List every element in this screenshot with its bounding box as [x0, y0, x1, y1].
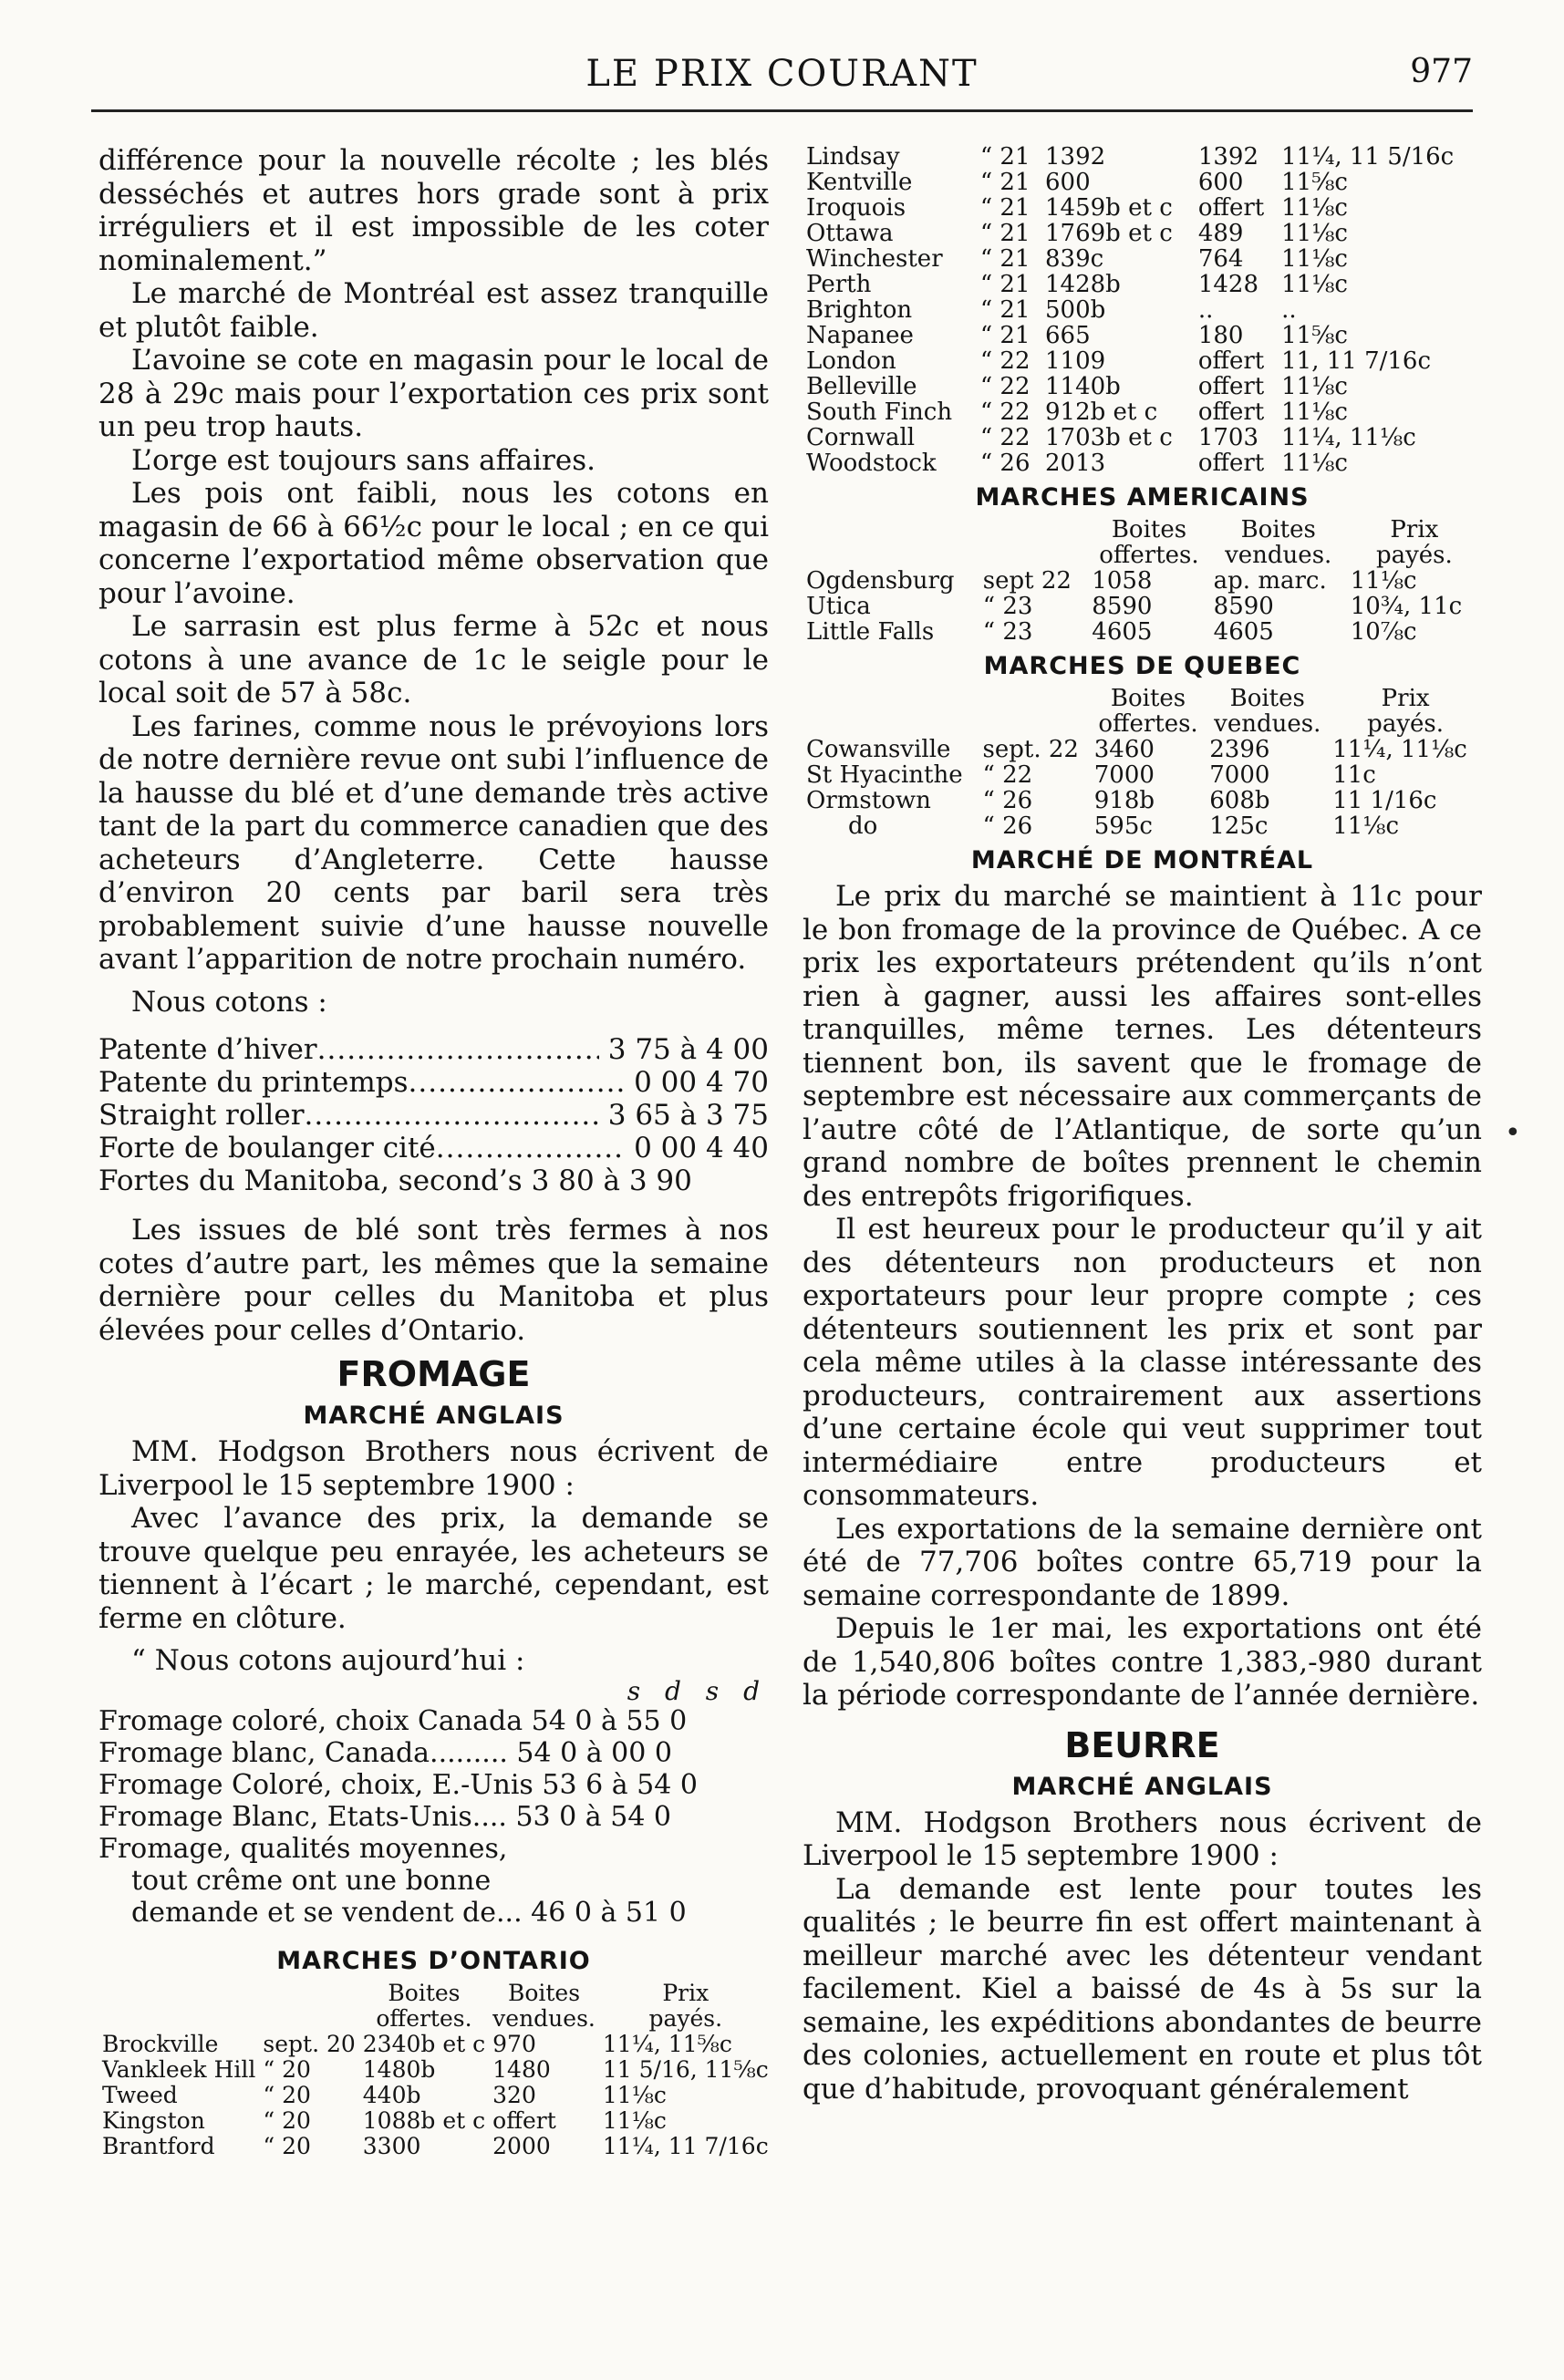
section-title-fromage: FROMAGE	[337, 1354, 531, 1394]
paragraph: Avec l’avance des prix, la demande se trouve quelque peu enrayée, les acheteurs se tiennent à l’écart ; le marché, cependant, est ferme en clôture.	[98, 1502, 769, 1635]
running-title: LE PRIX COURANT	[585, 53, 979, 95]
table-header-row	[98, 1981, 772, 2032]
paragraph: Nous cotons :	[131, 985, 327, 1019]
col-header: Boites offertes.	[376, 1979, 472, 2032]
paragraph: MM. Hodgson Brothers nous écrivent de Liverpool le 15 septembre 1900 :	[98, 1435, 769, 1502]
cheese-price-cont: demande et se vendent de... 46 0 à 51 0	[131, 1896, 687, 1929]
cheese-price-line: Fromage coloré, choix Canada 54 0 à 55 0	[98, 1704, 688, 1737]
table-row: Ormstown “ 26 918b 608b 11 1/16c	[806, 787, 1437, 814]
item-name: Patente du printemps	[98, 1066, 409, 1099]
table-row: Napanee “ 21 665 180 11⅝c	[806, 322, 1348, 349]
paragraph: différence pour la nouvelle récolte ; les blés desséchés et autres hors grade sont à prix irréguliers et il est impossible de les coter nominalement.”	[98, 144, 769, 277]
paragraph: MM. Hodgson Brothers nous écrivent de Liverpool le 15 septembre 1900 :	[803, 1806, 1482, 1872]
paragraph: Les issues de blé sont très fermes à nos cotes d’autre part, les mêmes que la semaine dernière pour celles du Manitoba et plus élevées pour celles d’Ontario.	[98, 1214, 769, 1347]
cheese-price-line: Fromage, qualités moyennes,	[98, 1832, 508, 1865]
leader-dots	[436, 1132, 625, 1164]
cheese-price-line: Fromage Blanc, Etats-Unis.... 53 0 à 54 0	[98, 1800, 672, 1833]
leader-dots	[317, 1033, 599, 1066]
american-market-table	[803, 517, 1482, 645]
paragraph: Le marché de Montréal est assez tranquille et plutôt faible.	[98, 277, 769, 344]
table-row: Winchester “ 21 839c 764 11⅛c	[806, 245, 1348, 273]
table-row: Tweed “ 20 440b 320 11⅛c	[102, 2081, 667, 2108]
header-rule	[91, 109, 1473, 112]
table-row: Cornwall “ 22 1703b et c 1703 11¼, 11⅛c	[806, 424, 1416, 451]
table-header-row	[803, 686, 1482, 737]
item-price: 0 00 4 70	[634, 1066, 769, 1099]
table-row: Perth “ 21 1428b 1428 11⅛c	[806, 271, 1348, 298]
col-header: Prix payés.	[1375, 516, 1453, 569]
item-price: 3 80 à 3 90	[531, 1164, 692, 1197]
paragraph: La demande est lente pour toutes les qualités ; le beurre fin est offert maintenant à meilleur marché avec les détenteur vendant facilement. Kiel a baissé de 4s à 5s sur la semaine, les expéditions abondantes de beurre des colonies, actuellement en route et plus tôt que d’habitude, provoquant généralement	[803, 1872, 1482, 2106]
col-header: Boites offertes.	[1099, 516, 1199, 569]
page-header	[91, 47, 1473, 113]
paragraph: Il est heureux pour le producteur qu’il y ait des détenteurs non producteurs et non exportateurs pour leur propre compte ; ces détenteurs soutiennent les prix et sont par cela même utiles à la classe intéressante des producteurs, contrairement aux assertions d’une certaine école qui veut supprimer tout intermédiaire entre producteurs et consommateurs.	[803, 1213, 1482, 1512]
currency-header: s d s d	[627, 1675, 760, 1706]
subsection-title: MARCHES DE QUEBEC	[983, 652, 1301, 680]
table-row: Little Falls “ 23 4605 4605 10⅞c	[806, 618, 1417, 646]
table-row: Cowansville sept. 22 3460 2396 11¼, 11⅛c	[806, 736, 1467, 763]
subsection-title: MARCHES AMERICAINS	[975, 483, 1310, 512]
paragraph: Le prix du marché se maintient à 11c pour le bon fromage de la province de Québec. A ce prix les exportateurs prétendent qu’ils n’ont rien à gagner, aussi les affaires sont-elles tranquilles, même ternes. Les détenteurs tiennent bon, ils savent que le fromage de septembre est nécessaire aux commerçants de l’autre côté de l’Atlantique, de sorte qu’un grand nombre de boîtes prennent le chemin des entrepôts frigorifiques.	[803, 880, 1482, 1213]
ontario-market-table	[98, 1981, 772, 2159]
table-row: Belleville “ 22 1140b offert 11⅛c	[806, 373, 1348, 400]
item-name: Forte de boulanger cité	[98, 1132, 436, 1164]
col-header: Boites vendues.	[1225, 516, 1332, 569]
price-row	[98, 1132, 769, 1164]
price-row	[98, 1099, 769, 1132]
subsection-title: MARCHES D’ONTARIO	[276, 1946, 591, 1975]
col-header: Prix payés.	[648, 1979, 723, 2032]
section-title-beurre: BEURRE	[1064, 1724, 1220, 1765]
paragraph: L’avoine se cote en magasin pour le local de 28 à 29c mais pour l’exportation ces prix sont un peu trop hauts.	[98, 344, 769, 443]
price-row	[98, 1066, 769, 1099]
cheese-price-cont: tout crême ont une bonne	[131, 1864, 492, 1897]
table-row: Utica “ 23 8590 8590 10¾, 11c	[806, 593, 1463, 620]
col-header: Boites offertes.	[1098, 685, 1198, 738]
paragraph: Les farines, comme nous le prévoyions lors de notre dernière revue ont subi l’influence de la hausse du blé et d’une demande très active tant de la part du commerce canadien que des acheteurs d’Angleterre. Cette hausse d’environ 20 cents par baril sera très probablement suivie d’une hausse nouvelle avant l’apparition de notre prochain numéro.	[98, 709, 769, 976]
margin-mark: •	[1505, 1117, 1521, 1149]
item-price: 3 65 à 3 75	[607, 1099, 769, 1132]
col-header: Prix payés.	[1367, 685, 1444, 738]
paragraph: “ Nous cotons aujourd’hui :	[131, 1644, 525, 1677]
table-row: Kentville “ 21 600 600 11⅝c	[806, 169, 1348, 196]
subsection-title: MARCHÉ ANGLAIS	[1011, 1772, 1273, 1801]
table-row: Brantford “ 20 3300 2000 11¼, 11 7/16c	[102, 2132, 769, 2159]
subsection-title: MARCHÉ ANGLAIS	[303, 1402, 564, 1430]
table-row: Woodstock “ 26 2013 offert 11⅛c	[806, 450, 1348, 477]
item-name: Patente d’hiver	[98, 1033, 317, 1066]
table-row: do “ 26 595c 125c 11⅛c	[848, 812, 1400, 840]
table-row: Brighton “ 21 500b .. ..	[806, 296, 1297, 324]
table-row: Brockville sept. 20 2340b et c 970 11¼, 11⅝c	[102, 2030, 732, 2057]
ontario-market-table-cont	[803, 144, 1482, 476]
cheese-price-line: Fromage blanc, Canada......... 54 0 à 00 0	[98, 1736, 672, 1769]
subsection-title: MARCHÉ DE MONTRÉAL	[970, 846, 1314, 874]
paragraph: L’orge est toujours sans affaires.	[131, 443, 596, 477]
page-number: 977	[1410, 53, 1473, 90]
leader-dots	[305, 1099, 599, 1132]
col-header: Boites vendues.	[492, 1979, 596, 2032]
price-row	[98, 1033, 769, 1066]
item-name: Straight roller	[98, 1099, 305, 1132]
col-header: Boites vendues.	[1214, 685, 1321, 738]
paragraph: Les pois ont faibli, nous les cotons en magasin de 66 à 66½c pour le local ; en ce qui concerne l’exportatiod même observation que pour l’avoine.	[98, 477, 769, 610]
table-row: South Finch “ 22 912b et c offert 11⅛c	[806, 398, 1348, 426]
table-row: Iroquois “ 21 1459b et c offert 11⅛c	[806, 194, 1348, 222]
item-price: 0 00 4 40	[634, 1132, 769, 1164]
table-row: Kingston “ 20 1088b et c offert 11⅛c	[102, 2106, 667, 2134]
table-header-row	[803, 517, 1482, 568]
table-row: London “ 22 1109 offert 11, 11 7/16c	[806, 347, 1432, 375]
table-row: Vankleek Hill “ 20 1480b 1480 11 5/16, 11⅝c	[102, 2055, 769, 2083]
leader-dots	[409, 1066, 626, 1099]
right-column	[803, 144, 1482, 2106]
table-row: Ottawa “ 21 1769b et c 489 11⅛c	[806, 220, 1348, 247]
item-price: 3 75 à 4 00	[607, 1033, 769, 1066]
paragraph: Le sarrasin est plus ferme à 52c et nous cotons à une avance de 1c le seigle pour le local soit de 57 à 58c.	[98, 610, 769, 709]
table-row: St Hyacinthe “ 22 7000 7000 11c	[806, 761, 1376, 789]
left-column	[98, 144, 769, 2159]
table-row: Lindsay “ 21 1392 1392 11¼, 11 5/16c	[806, 143, 1455, 171]
table-row: Ogdensburg sept 22 1058 ap. marc. 11⅛c	[806, 567, 1417, 595]
price-row	[98, 1164, 769, 1197]
item-name: Fortes du Manitoba, second’s	[98, 1164, 523, 1197]
paragraph: Les exportations de la semaine dernière ont été de 77,706 boîtes contre 65,719 pour la semaine correspondante de 1899.	[803, 1512, 1482, 1612]
paragraph: Depuis le 1er mai, les exportations ont été de 1,540,806 boîtes contre 1,383,-980 durant la période correspondante de l’année dernière.	[803, 1612, 1482, 1712]
quebec-market-table	[803, 686, 1482, 839]
flour-price-list	[98, 1033, 769, 1197]
cheese-price-line: Fromage Coloré, choix, E.-Unis 53 6 à 54 0	[98, 1768, 698, 1801]
